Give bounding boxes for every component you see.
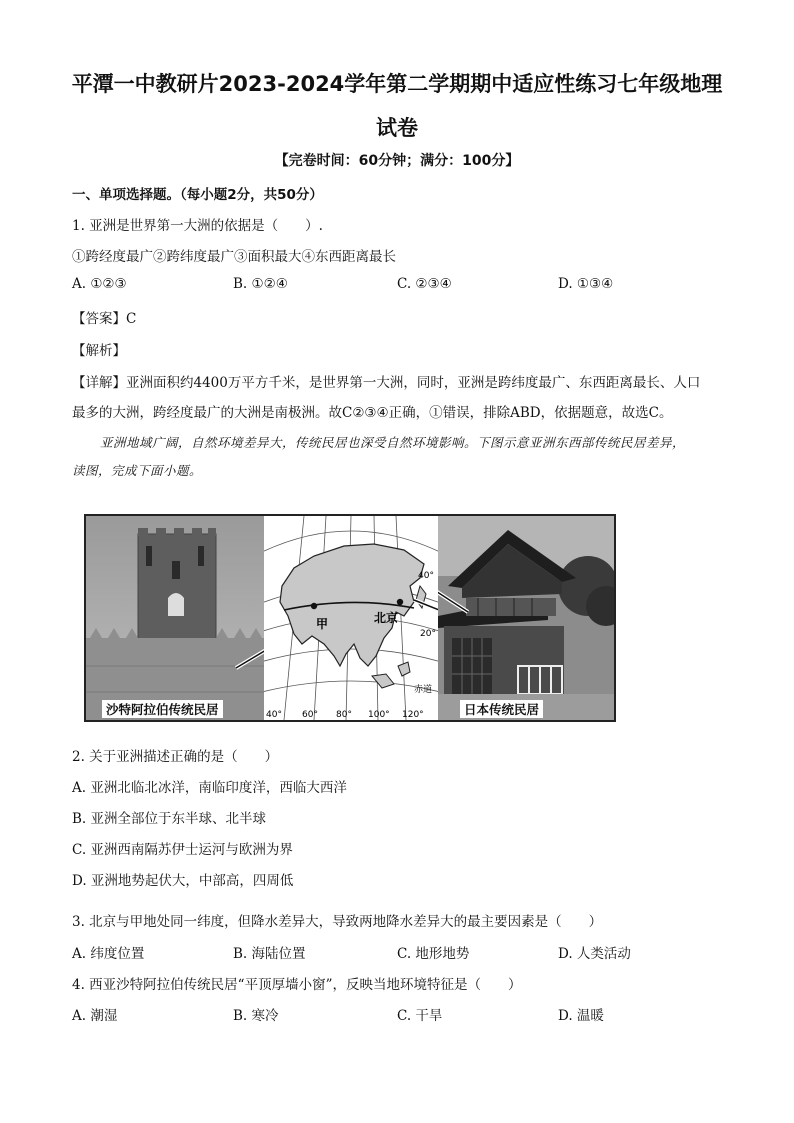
detail-tag: 【详解】 <box>72 375 126 391</box>
map-lon-100: 100° <box>368 710 390 720</box>
answer-tag: 【答案】 <box>72 311 126 327</box>
exam-title-line2: 试卷 <box>376 116 418 140</box>
map-lon-40: 40° <box>266 710 282 720</box>
q1-option-a: A. ①②③ <box>72 276 127 292</box>
q1-answer-line <box>72 307 136 327</box>
exam-subtitle: 【完卷时间：60分钟；满分：100分】 <box>274 153 520 169</box>
q2-option-d: D. 亚洲地势起伏大，中部高，四周低 <box>72 873 294 889</box>
asia-map <box>264 516 438 720</box>
answer-value: C <box>126 311 137 327</box>
map-equator-label: 赤道 <box>414 685 433 695</box>
q2-option-a: A. 亚洲北临北冰洋，南临印度洋，西临大西洋 <box>72 780 347 796</box>
map-lat-20: 20° <box>420 629 436 639</box>
q3-option-b: B. 海陆位置 <box>233 946 306 962</box>
map-lat-40: 40° <box>418 571 434 581</box>
q1-option-b: B. ①②④ <box>233 276 288 292</box>
q3-option-c: C. 地形地势 <box>397 946 470 962</box>
map-label-beijing: 北京 <box>374 611 399 625</box>
saudi-house-photo <box>86 516 264 720</box>
houses-map-figure <box>84 514 616 722</box>
map-lon-60: 60° <box>302 710 318 720</box>
q1-analysis-tag: 【解析】 <box>72 343 126 359</box>
q1-stem: 1. 亚洲是世界第一大洲的依据是（ ）. <box>72 218 323 234</box>
intro-line2: 读图，完成下面小题。 <box>72 463 203 478</box>
intro-line1: 亚洲地域广阔，自然环境差异大，传统民居也深受自然环境影响。下图示意亚洲东西部传统民居差异， <box>100 435 686 450</box>
q4-option-c: C. 干旱 <box>397 1008 443 1024</box>
q4-option-a: A. 潮湿 <box>72 1008 118 1024</box>
japan-house-illustration <box>438 516 614 720</box>
q1-detail-line2: 最多的大洲，跨经度最广的大洲是南极洲。故C②③④正确，①错误，排除ABD，依据题意，故选C。 <box>72 405 673 421</box>
q1-detail-line1 <box>72 371 700 391</box>
asia-map-illustration <box>264 516 438 720</box>
q3-stem: 3. 北京与甲地处同一纬度，但降水差异大，导致两地降水差异大的最主要因素是（ ） <box>72 914 603 930</box>
q4-option-d: D. 温暖 <box>558 1008 604 1024</box>
q2-option-b: B. 亚洲全部位于东半球、北半球 <box>72 811 267 827</box>
q1-option-c: C. ②③④ <box>397 276 452 292</box>
group-intro <box>72 429 727 485</box>
q3-option-a: A. 纬度位置 <box>72 946 145 962</box>
q1-option-d: D. ①③④ <box>558 276 614 292</box>
map-lon-120: 120° <box>402 710 424 720</box>
section-heading: 一、单项选择题。（每小题2分，共50分） <box>72 187 323 203</box>
detail-text-1: 亚洲面积约4400万平方千米，是世界第一大洲，同时，亚洲是跨纬度最广、东西距离最长、人口 <box>126 375 701 391</box>
q4-stem: 4. 西亚沙特阿拉伯传统民居“平顶厚墙小窗”，反映当地环境特征是（ ） <box>72 977 522 993</box>
q1-statements: ①跨经度最广②跨纬度最广③面积最大④东西距离最长 <box>72 249 396 265</box>
saudi-house-caption: 沙特阿拉伯传统民居 <box>102 700 223 718</box>
q4-option-b: B. 寒冷 <box>233 1008 279 1024</box>
saudi-house-illustration <box>86 516 264 720</box>
q2-option-c: C. 亚洲西南隔苏伊士运河与欧洲为界 <box>72 842 293 858</box>
q2-stem: 2. 关于亚洲描述正确的是（ ） <box>72 749 279 765</box>
map-label-jia: 甲 <box>316 617 329 631</box>
japan-house-caption: 日本传统民居 <box>460 700 543 718</box>
japan-house-photo <box>438 516 614 720</box>
exam-title-line1: 平潭一中教研片2023-2024学年第二学期期中适应性练习七年级地理 <box>71 72 723 96</box>
q3-option-d: D. 人类活动 <box>558 946 631 962</box>
map-lon-80: 80° <box>336 710 352 720</box>
